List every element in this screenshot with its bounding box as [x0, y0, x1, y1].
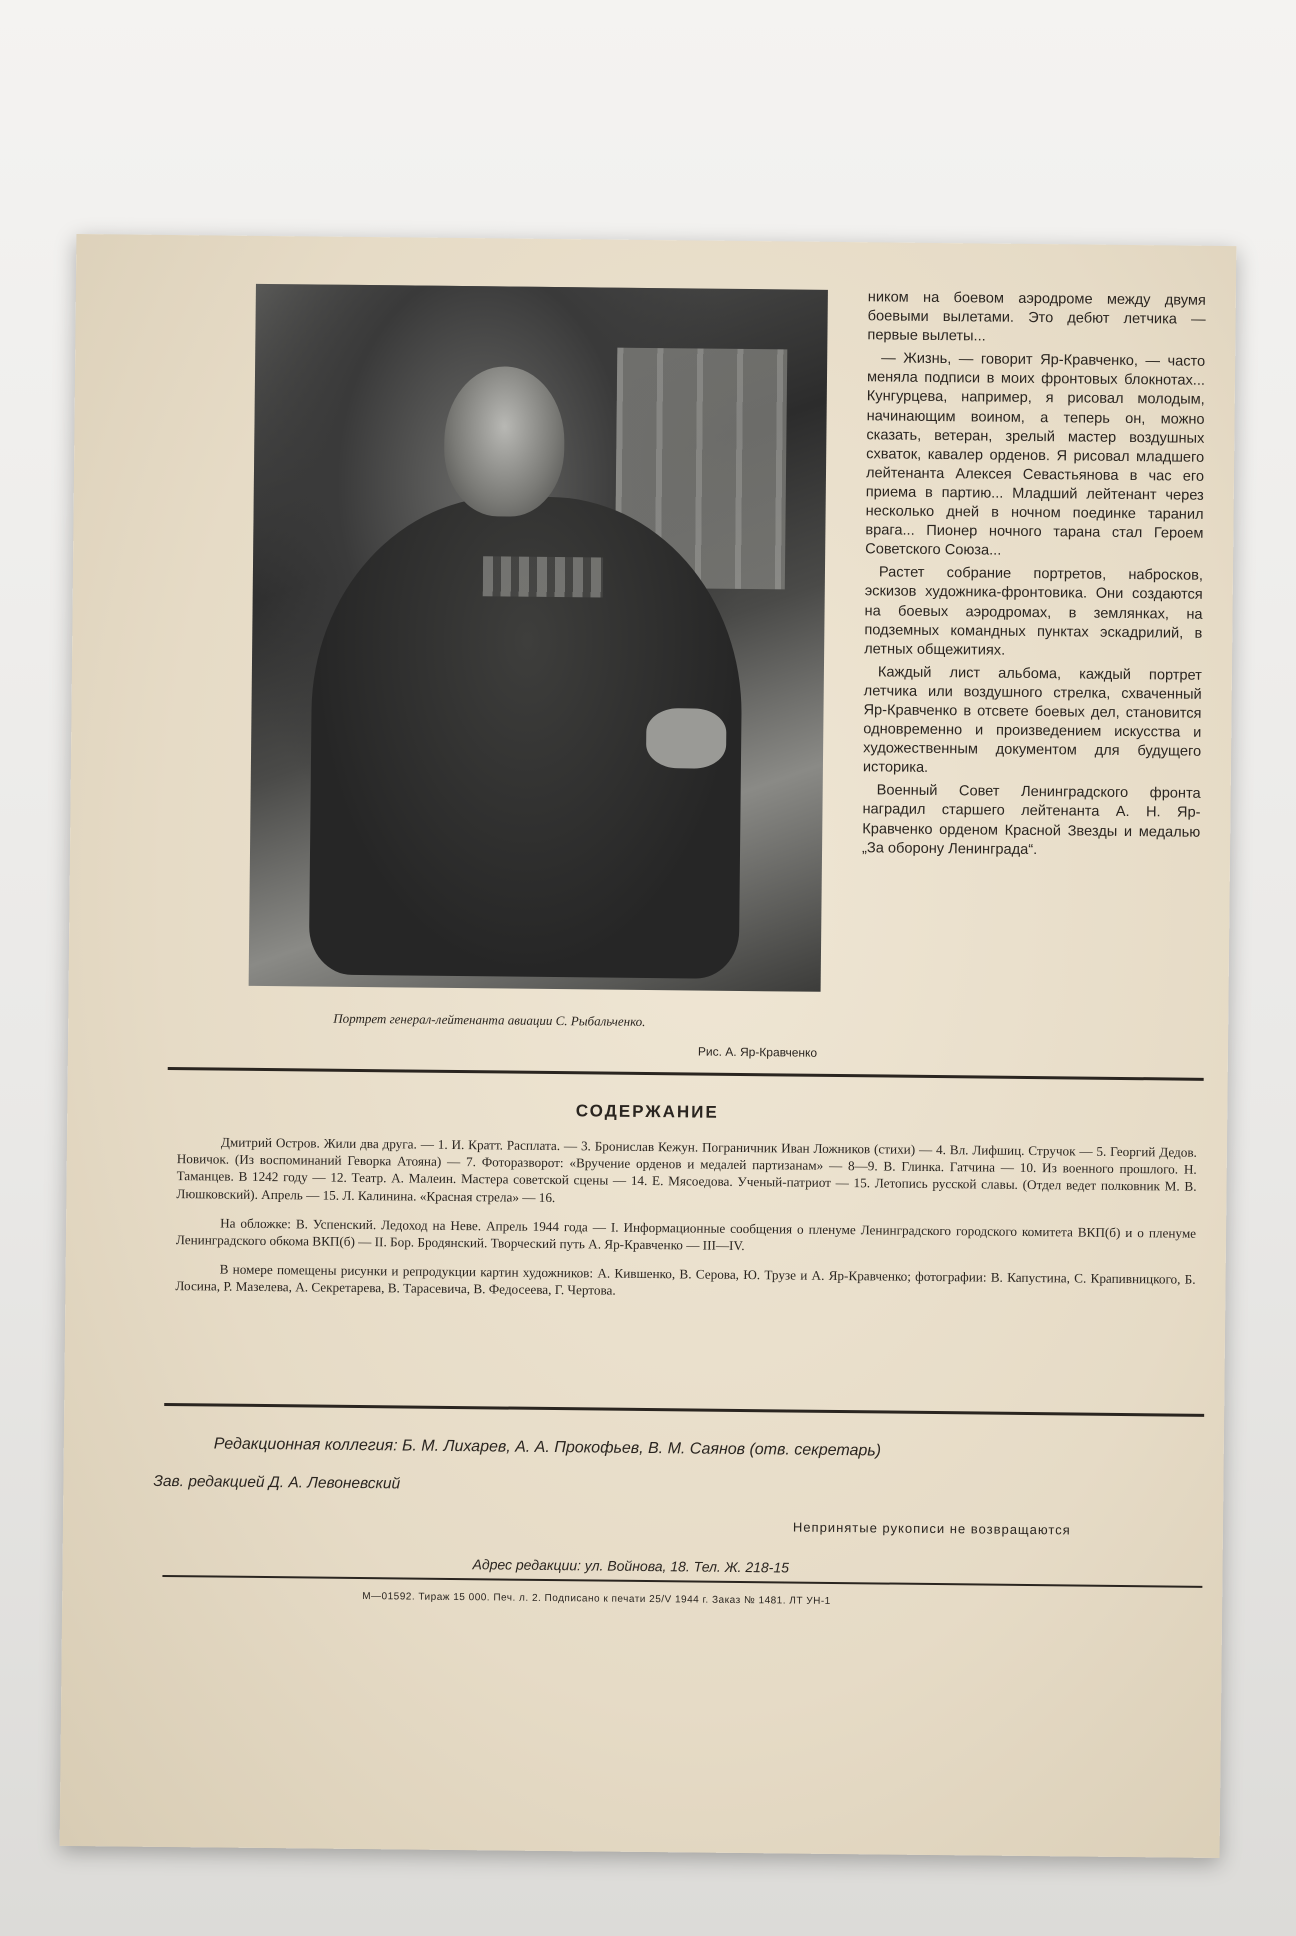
portrait-credit: Рис. А. Яр-Кравченко	[697, 1044, 818, 1060]
portrait-figure-head	[444, 366, 566, 517]
contents-title: СОДЕРЖАНИЕ	[575, 1101, 719, 1122]
editorial-board: Редакционная коллегия: Б. М. Лихарев, А. А. Прокофьев, В. М. Саянов (отв. секретарь)	[213, 1435, 882, 1460]
portrait-caption: Портрет генерал-лейтенанта авиации С. Рыбальченко.	[333, 1010, 646, 1029]
divider-middle	[164, 1403, 1204, 1417]
article-paragraph: Каждый лист альбома, каждый портрет летчика или воздушного стрелка, схваченный Яр-Кравченко в отсвете боевых дел, становится одновременно и произведением искусства и художественным документом для будущего историка.	[862, 664, 1202, 777]
portrait-hand	[646, 708, 727, 769]
divider-top	[168, 1067, 1204, 1081]
contents-paragraph: В номере помещены рисунки и репродукции картин художников: А. Кившенко, В. Серова, Ю. Трузе и А. Яр-Кравченко; фотографии: В. Капустина, С. Крапивницкого, Б. Лосина, Р. Мазелева, А. Секретарева, В. Тарасевича, В. Федосеева, Г. Чертова.	[175, 1261, 1196, 1299]
portrait-photo	[249, 284, 828, 992]
manuscripts-notice: Непринятые рукописи не возвращаются	[792, 1519, 1071, 1538]
divider-bottom	[162, 1575, 1202, 1588]
contents-paragraph: На обложке: В. Успенский. Ледоход на Неве. Апрель 1944 года — I. Информационные сообщения о пленуме Ленинградского городского комитета ВКП(б) и о пленуме Ленинградского обкома ВКП(б) — II. Бор. Бродянский. Творческий путь А. Яр-Кравченко — III—IV.	[175, 1215, 1197, 1254]
article-paragraph: ником на боевом аэродроме между двумя боевыми вылетами. Это дебют летчика — первые вылеты...	[867, 289, 1206, 345]
article-paragraph: Растет собрание портретов, набросков, эскизов художника-фронтовика. Они создаются на боевых аэродромах, в землянках, на подземных командных пунктах эскадрилий, в летных общежитиях.	[864, 564, 1204, 659]
managing-editor: Зав. редакцией Д. А. Левоневский	[153, 1472, 401, 1493]
editorial-address: Адрес редакции: ул. Войнова, 18. Тел. Ж. 218-15	[472, 1556, 790, 1576]
contents-paragraph: Дмитрий Остров. Жили два друга. — 1. И. Кратт. Расплата. — 3. Бронислав Кежун. Пограничник Иван Ложников (стихи) — 4. Вл. Лифшиц. Стручок — 5. Георгий Дедов. Новичок. (Из воспоминаний Геворка Атояна) — 7. Фоторазворот: «Вручение орденов и медалей партизанам» — 8—9. В. Глинка. Гатчина — 10. Из военного прошлого. Н. Таманцев. В 1242 году — 12. Театр. А. Малеин. Мастера советской сцены — 14. Е. Мясоедова. Ученый-патриот — 15. Летопись русской славы. (Отдел ведет полковник М. В. Люшковский). Апрель — 15. Л. Калинина. «Красная стрела» — 16.	[176, 1134, 1197, 1205]
magazine-page	[60, 234, 1237, 1858]
portrait-medals	[483, 556, 603, 597]
contents-list	[175, 1133, 1197, 1317]
article-paragraph: — Жизнь, — говорит Яр-Кравченко, — часто меняла подписи в моих фронтовых блокнотах... Кунгурцева, например, я рисовал молодым, начинающим воином, а теперь он, можно сказать, ветеран, зрелый мастер воздушных схваток, кавалер орденов. Я рисовал младшего лейтенанта Алексея Севастьянова в час его приема в партию... Младший лейтенант через несколько дней в ночном поединке таранил врага... Пионер ночного тарана стал Героем Советского Союза...	[865, 350, 1206, 559]
article-column	[862, 288, 1206, 865]
article-paragraph: Военный Совет Ленинградского фронта наградил старшего лейтенанта А. Н. Яр-Кравченко орденом Красной Звезды и медалью „За оборону Ленинграда“.	[862, 782, 1201, 858]
print-imprint: М—01592. Тираж 15 000. Печ. л. 2. Подписано к печати 25/V 1944 г. Заказ № 1481. ЛТ УН-1	[362, 1591, 831, 1607]
